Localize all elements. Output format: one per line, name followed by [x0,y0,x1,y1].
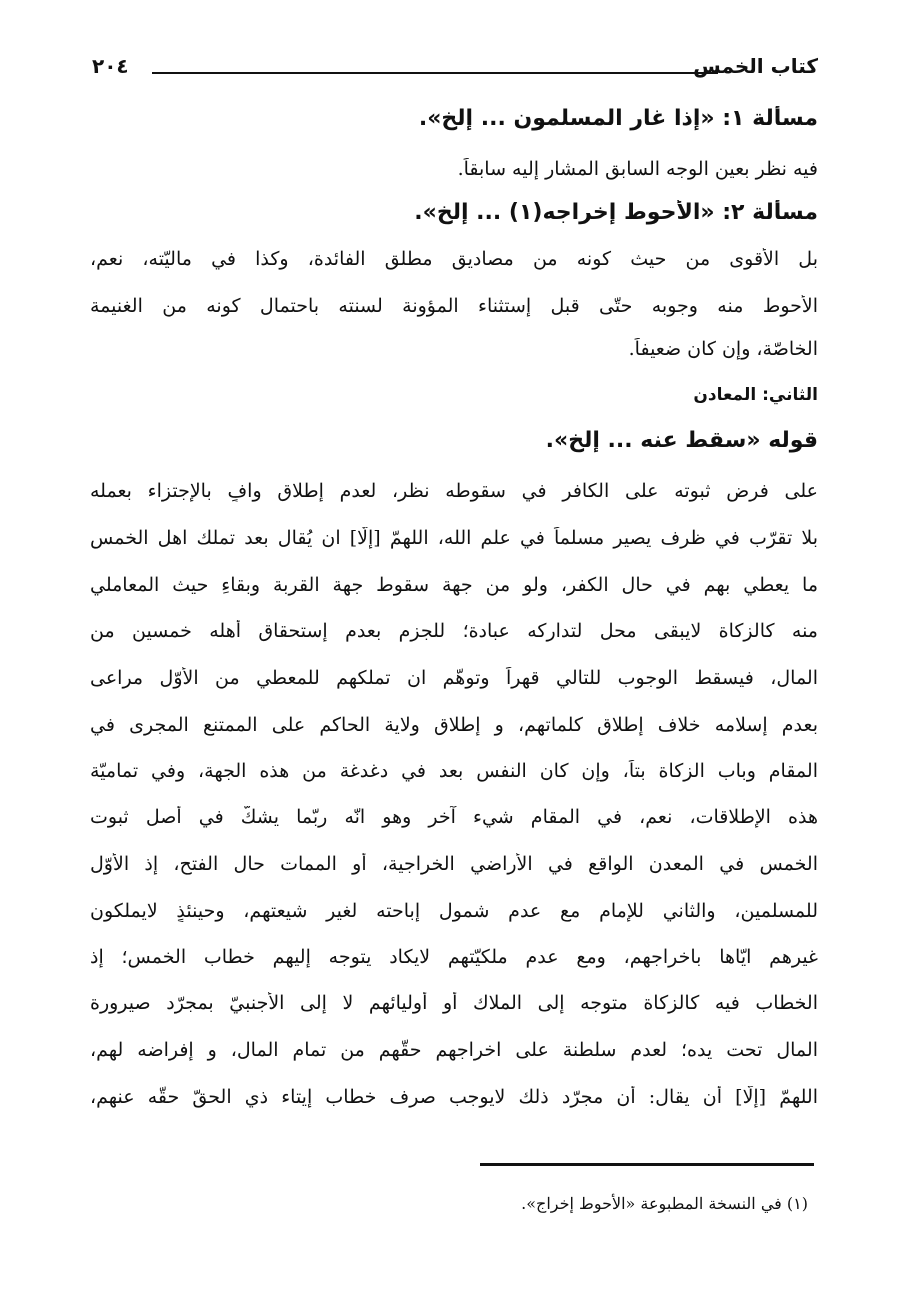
footnote: (١) في النسخة المطبوعة «الأحوط إخراج». [521,1194,808,1213]
paragraph-line: الخمس في المعدن الواقع في الأراضي الخراجية، أو الممات حال الفتح، إذ الأوّل [90,853,818,875]
issue-2-heading: مسألة ٢: «الأحوط إخراجه(١) ... إلخ». [414,200,818,225]
paragraph-line: المقام وباب الزكاة بتاً، وإن كان النفس بعد في دغدغة من هذه الجهة، وفي تماميّة [90,760,818,782]
paragraph-line: هذه الإطلاقات، نعم، في المقام شيء آخر وهو انّه ربّما يشكّ في أصل ثبوت [90,806,818,828]
paragraph-line: الأحوط منه وجوبه حتّى قبل إستثناء المؤونة لسنته باحتمال كونه من الغنيمة [90,295,818,317]
paragraph-line: للمسلمين، والثاني للإمام مع عدم شمول إباحته لغير شيعتهم، وحينئذٍ لايملكون [90,900,818,922]
footnote-rule [480,1163,814,1166]
paragraph-line: الخاصّة، وإن كان ضعيفاً. [628,338,818,360]
paragraph-line: بل الأقوى من حيث كونه من مصاديق مطلق الفائدة، وكذا في ماليّته، نعم، [90,248,818,270]
paragraph-line: بلا تقرّب في ظرف يصير مسلماً في علم الله، اللهمّ [إلّا] ان يُقال بعد تملك اهل الخمس [90,527,818,549]
book-title: كتاب الخمس [693,54,818,78]
paragraph-line: على فرض ثبوته على الكافر في سقوطه نظر، لعدم إطلاقٍ وافٍ بالإجتزاء بعمله [90,480,818,502]
paragraph-line: بعدم إسلامه خلاف إطلاق كلماتهم، و إطلاق ولاية الحاكم على الممتنع المجرى في [90,714,818,736]
section-heading: الثاني: المعادن [693,385,818,405]
page-number: ٢٠٤ [92,54,129,78]
paragraph-line: منه كالزكاة لايبقى محل لتداركه عبادة؛ للجزم بعدم إستحقاق أهله خمسين من [90,620,818,642]
quote-heading: قوله «سقط عنه ... إلخ». [545,428,818,453]
paragraph-line: الخطاب فيه كالزكاة متوجه إلى الملاك أو أوليائهم لا إلى الأجنبيّ بمجرّد صيرورة [90,992,818,1014]
header-rule [152,72,718,74]
paragraph-line: ما يعطي بهم في حال الكفر، ولو من جهة سقوط جهة القربة وبقاءِ حيث المعاملي [90,574,818,596]
issue-1-text: فيه نظر بعين الوجه السابق المشار إليه سابقاً. [457,158,818,180]
issue-1-heading: مسألة ١: «إذا غار المسلمون ... إلخ». [418,106,818,131]
running-header [92,52,818,86]
paragraph-line: غيرهم ايّاها باخراجهم، ومع عدم ملكيّتهم لايكاد يتوجه إليهم خطاب الخمس؛ إذ [90,946,818,968]
paragraph-line: اللهمّ [إلّا] أن يقال: أن مجرّد ذلك لايوجب صرف خطاب إيتاء ذي الحقّ حقّه عنهم، [90,1086,818,1108]
paragraph-line: المال، فيسقط الوجوب للتالي قهراً وتوهّم ان تملكهم للمعطي من الأوّل مراعى [90,667,818,689]
paragraph-line: المال تحت يده؛ لعدم سلطنة على اخراجهم حقّهم من تمام المال، و إفراضه لهم، [90,1039,818,1061]
